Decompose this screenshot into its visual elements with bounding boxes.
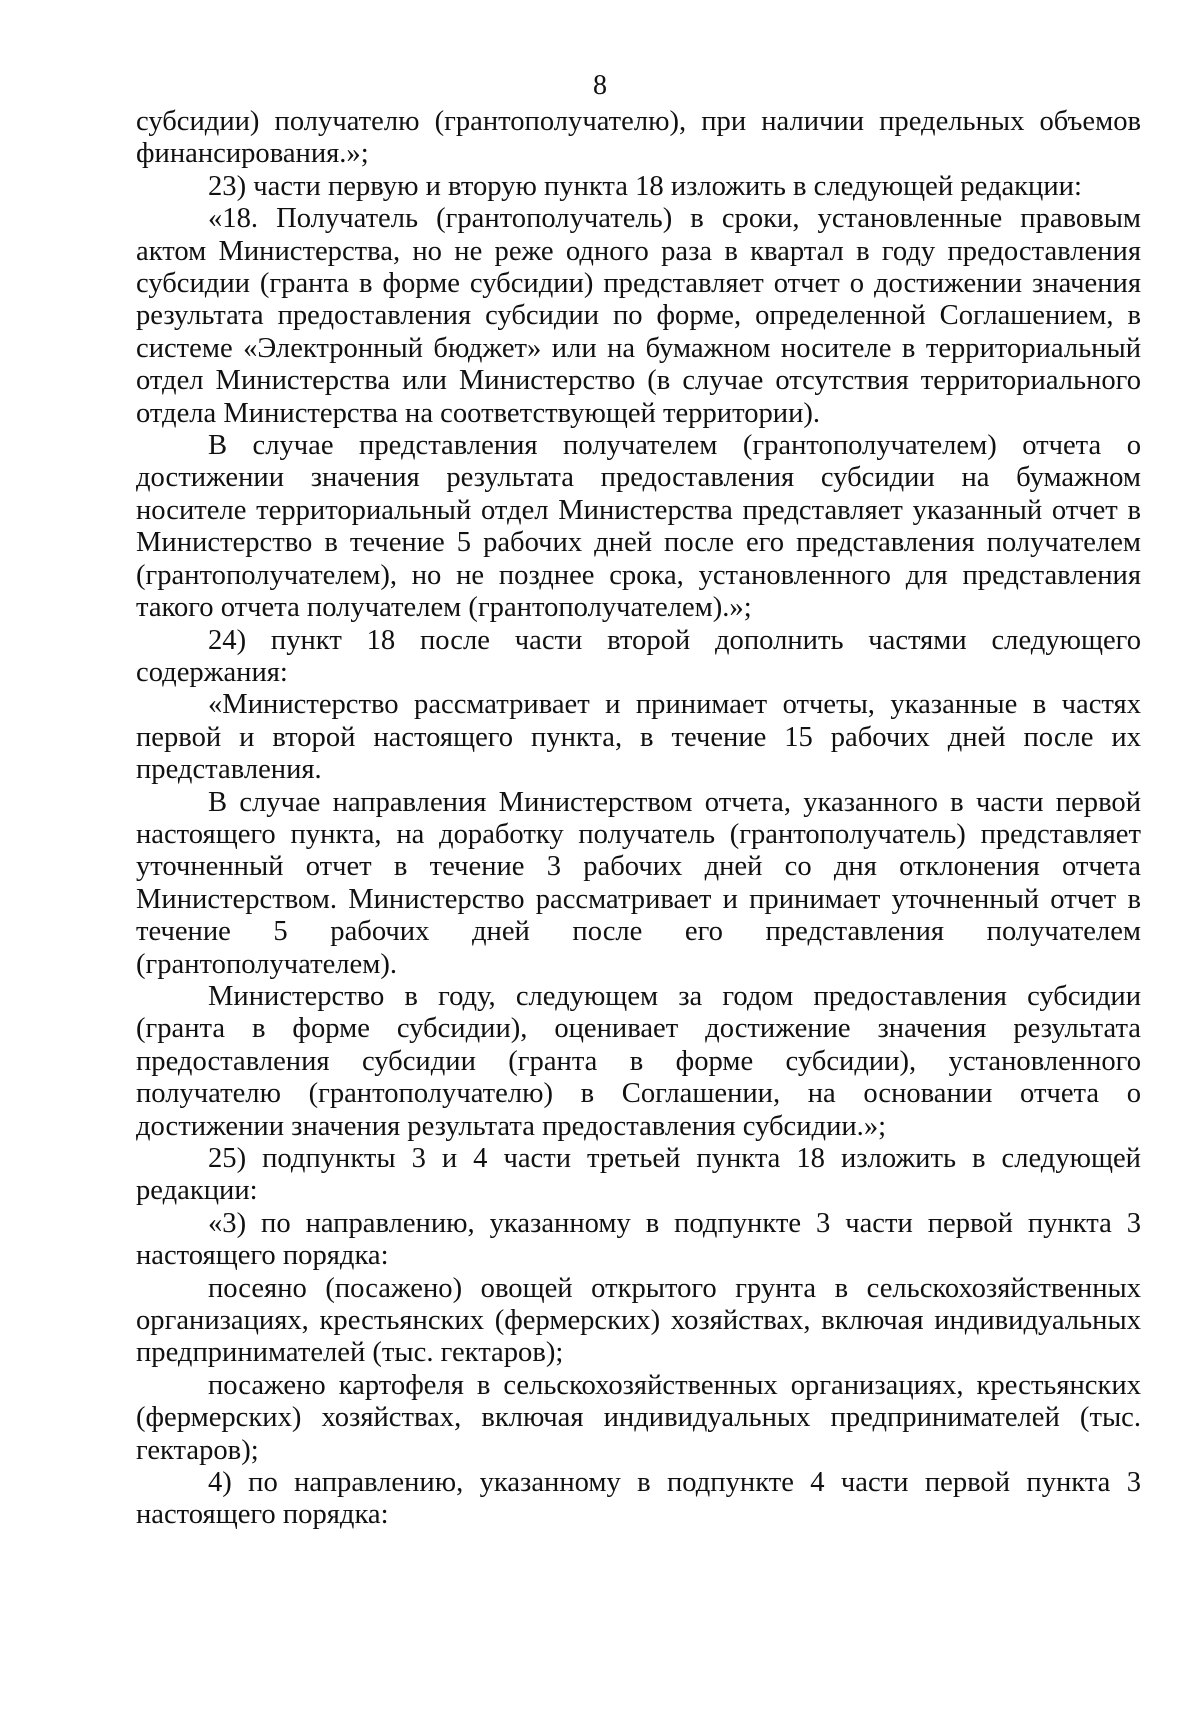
document-body (136, 106, 1141, 1532)
paragraph-subitem-4: 4) по направлению, указанному в подпункте 4 части первой пункта 3 настоящего порядка: (136, 1467, 1141, 1531)
paragraph-continuation: субсидии) получателю (грантополучателю), при наличии предельных объемов финансирования.»; (136, 106, 1141, 170)
paragraph-item-23: 23) части первую и вторую пункта 18 изложить в следующей редакции: (208, 170, 1082, 202)
paragraph-added-part-1: «Министерство рассматривает и принимает отчеты, указанные в частях первой и второй настоящего пункта, в течение 15 рабочих дней после их представления. (136, 689, 1141, 786)
paragraph-added-part-3: Министерство в году, следующем за годом предоставления субсидии (гранта в форме субсидии), оценивает достижение значения результата предоставления субсидии (гранта в форме субсидии), установленного получателю (грантополучателю) в Соглашении, на основании отчета о достижении значения результата предоставления субсидии.»; (136, 980, 1141, 1142)
page-number: 8 (593, 70, 607, 101)
paragraph-point-18-part-1: «18. Получатель (грантополучатель) в сроки, установленные правовым актом Министерства, но не реже одного раза в квартал в году предоставления субсидии (гранта в форме субсидии) представляет отчет о достижении значения результата предоставления субсидии по форме, определенной Соглашением, в системе «Электронный бюджет» или на бумажном носителе в территориальный отдел Министерства или Министерство (в случае отсутствия территориального отдела Министерства на соответствующей территории). (136, 203, 1141, 429)
paragraph-vegetables: посеяно (посажено) овощей открытого грунта в сельскохозяйственных организациях, крестьянских (фермерских) хозяйствах, включая индивидуальных предпринимателей (тыс. гектаров); (136, 1272, 1141, 1369)
paragraph-potatoes: посажено картофеля в сельскохозяйственных организациях, крестьянских (фермерских) хозяйствах, включая индивидуальных предпринимателей (тыс. гектаров); (136, 1369, 1141, 1466)
paragraph-subitem-3: «3) по направлению, указанному в подпункте 3 части первой пункта 3 настоящего порядка: (136, 1207, 1141, 1272)
paragraph-item-25: 25) подпункты 3 и 4 части третьей пункта 18 изложить в следующей редакции: (136, 1143, 1141, 1207)
paragraph-item-24: 24) пункт 18 после части второй дополнить частями следующего содержания: (136, 624, 1141, 688)
paragraph-added-part-2: В случае направления Министерством отчета, указанного в части первой настоящего пункта, на доработку получатель (грантополучатель) представляет уточненный отчет в течение 3 рабочих дней со дня отклонения отчета Министерством. Министерство рассматривает и принимает уточненный отчет в течение 5 рабочих дней после его представления получателем (грантополучателем). (136, 786, 1141, 980)
paragraph-point-18-part-2: В случае представления получателем (грантополучателем) отчета о достижении значения результата предоставления субсидии на бумажном носителе территориальный отдел Министерства представляет указанный отчет в Министерство в течение 5 рабочих дней после его представления получателем (грантополучателем), но не позднее срока, установленного для представления такого отчета получателем (грантополучателем).»; (136, 430, 1141, 624)
